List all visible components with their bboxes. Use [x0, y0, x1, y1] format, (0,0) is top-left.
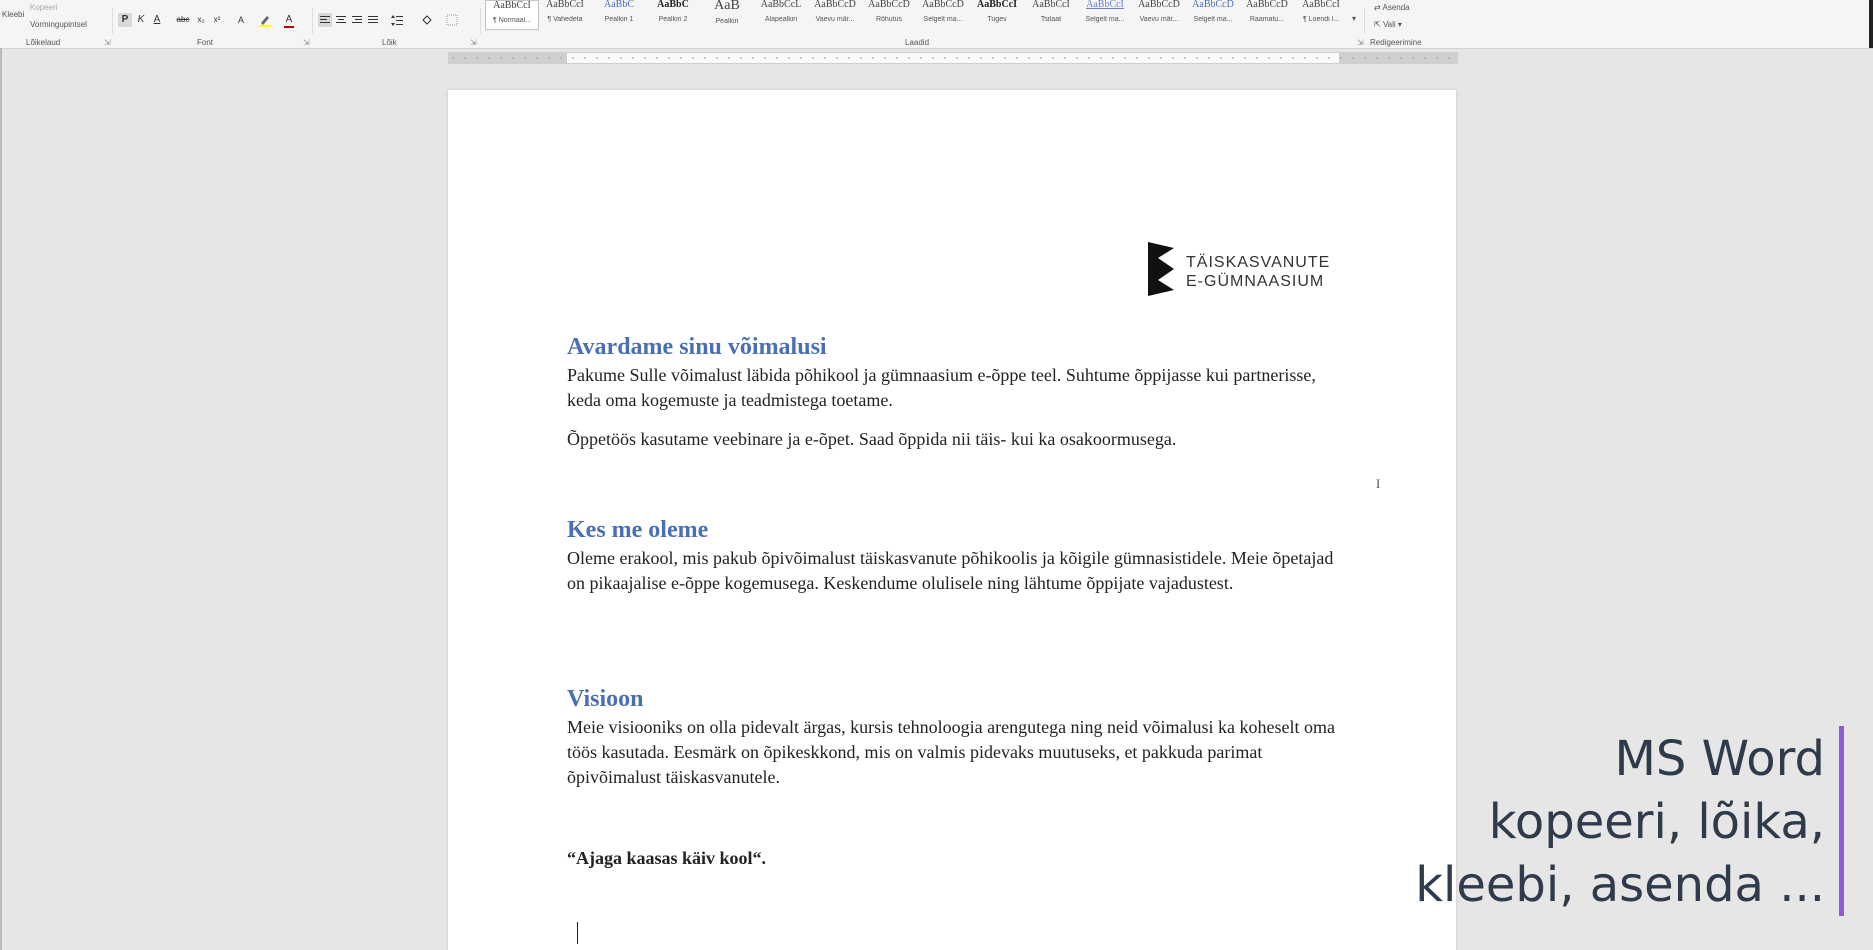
- style-gallery-item[interactable]: [1133, 0, 1185, 28]
- section-heading: Avardame sinu võimalusi: [567, 334, 827, 360]
- shading-button[interactable]: [420, 13, 434, 27]
- ruler-ticks: [449, 53, 1457, 63]
- style-sample: AaBbCcI: [1302, 0, 1340, 10]
- style-name: Vaevu mär...: [815, 16, 855, 23]
- style-gallery-item[interactable]: [593, 0, 645, 28]
- align-right-icon: [350, 13, 364, 27]
- style-sample: AaBbCcI: [1086, 0, 1124, 10]
- style-name: Vaevu mär...: [1139, 16, 1179, 23]
- style-sample: AaBbCcD: [1192, 0, 1234, 10]
- horizontal-ruler[interactable]: [448, 52, 1458, 64]
- style-sample: AaBbCcI: [546, 0, 584, 10]
- style-name: Alapealkiri: [764, 16, 798, 23]
- paragraph: Oleme erakool, mis pakub õpivõimalust täiskasvanute põhikoolis ja kõigile gümnasistidele. Meie õpetajad on pikaajalise e-õppe kogemusega. Keskendume olulisele ning lähtume õppijate vajadustest.: [567, 548, 1334, 593]
- style-sample: AaBbCcI: [976, 0, 1017, 10]
- font-color-indicator: [284, 26, 294, 28]
- select-button[interactable]: ⇱ Vali ▾: [1374, 20, 1402, 29]
- replace-icon: ⇄: [1374, 3, 1383, 12]
- style-sample: AaBbCcL: [760, 0, 802, 10]
- line-spacing-button[interactable]: [390, 13, 404, 27]
- italic-button[interactable]: K: [137, 14, 145, 25]
- caption-accent-bar: [1839, 726, 1844, 916]
- replace-label: Asenda: [1382, 3, 1410, 12]
- style-gallery-item[interactable]: [539, 0, 591, 28]
- style-gallery-item[interactable]: [701, 0, 753, 28]
- select-icon: ⇱: [1374, 20, 1383, 29]
- paste-button[interactable]: Kleebi: [2, 10, 25, 19]
- styles-gallery: [485, 0, 1359, 30]
- select-label: Vali: [1382, 20, 1396, 29]
- document-page[interactable]: [448, 90, 1456, 950]
- format-painter-button[interactable]: Vormingupintsel: [30, 20, 87, 29]
- style-gallery-item[interactable]: [755, 0, 807, 28]
- style-sample: AaBbC: [657, 0, 689, 10]
- highlight-color-button[interactable]: [258, 13, 272, 27]
- style-sample: AaBbCcD: [1138, 0, 1180, 10]
- school-logo: [1148, 242, 1348, 302]
- style-gallery-item[interactable]: [1187, 0, 1239, 28]
- style-name: Pealkiri 2: [658, 16, 688, 23]
- ibeam-cursor-icon: I: [1376, 476, 1381, 491]
- logo-line-1: TÄISKASVANUTE: [1186, 254, 1331, 271]
- style-gallery-item[interactable]: [917, 0, 969, 28]
- align-center-icon: [334, 13, 348, 27]
- styles-more-icon[interactable]: ▾: [1352, 14, 1357, 23]
- separator: [112, 8, 113, 34]
- caption-line-3: kleebi, asenda ...: [1415, 857, 1825, 913]
- style-name: Tugev: [987, 16, 1007, 23]
- section-1: [567, 334, 1337, 452]
- style-gallery-item[interactable]: [1295, 0, 1347, 28]
- ribbon: [0, 0, 1873, 49]
- style-gallery-item[interactable]: [1079, 0, 1131, 28]
- copy-button[interactable]: Kopeeri: [30, 3, 58, 12]
- window-edge: [1869, 0, 1873, 48]
- borders-button[interactable]: [445, 13, 459, 27]
- font-launcher-icon[interactable]: ⇲: [303, 38, 310, 47]
- justify-icon: [366, 13, 380, 27]
- style-name: Selgelt ma...: [923, 16, 963, 23]
- separator: [1364, 8, 1365, 34]
- style-name: Selgelt ma...: [1193, 16, 1233, 23]
- separator: [480, 8, 481, 34]
- video-caption: [1415, 728, 1825, 917]
- style-name: ¶ Normaal...: [493, 17, 531, 24]
- style-name: ¶ Vahedeta: [547, 16, 583, 23]
- style-name: Raamatu...: [1249, 16, 1285, 23]
- clipboard-group-label: Lõikelaud: [26, 38, 61, 47]
- styles-group-label: Laadid: [905, 38, 930, 47]
- section-heading: Kes me oleme: [567, 517, 709, 543]
- style-gallery-item[interactable]: [971, 0, 1023, 28]
- caption-line-2: kopeeri, lõika,: [1488, 794, 1825, 850]
- style-sample: AaBbCcD: [814, 0, 856, 10]
- style-sample: AaBbC: [604, 0, 634, 10]
- align-left-button[interactable]: [318, 13, 332, 27]
- style-gallery-item[interactable]: [863, 0, 915, 28]
- subscript-button[interactable]: x₂: [197, 15, 205, 24]
- style-sample: AaBbCcD: [868, 0, 910, 10]
- editing-group-label: Redigeerimine: [1370, 38, 1422, 47]
- paint-bucket-icon: [420, 13, 434, 27]
- style-name: Tsitaat: [1040, 16, 1062, 23]
- text-caret: [577, 922, 578, 944]
- caption-line-1: MS Word: [1614, 731, 1825, 787]
- style-gallery-item[interactable]: [1241, 0, 1293, 28]
- font-color-label: A: [285, 14, 293, 25]
- styles-launcher-icon[interactable]: ⇲: [1357, 38, 1364, 47]
- style-name: Selgelt ma...: [1085, 16, 1125, 23]
- style-name: Pealkiri 1: [604, 16, 634, 23]
- motto: [567, 846, 1337, 871]
- logo-line-2: E-GÜMNAASIUM: [1186, 273, 1325, 290]
- style-sample: AaBbCcD: [1246, 0, 1288, 10]
- paragraph: Pakume Sulle võimalust läbida põhikool ja gümnaasium e-õppe teel. Suhtume õppijasse kui partnerisse, keda oma kogemuste ja teadmistega toetame.: [567, 365, 1316, 410]
- style-gallery-item[interactable]: [485, 0, 539, 30]
- replace-button[interactable]: [1374, 3, 1410, 12]
- style-sample: AaBbCcI: [1032, 0, 1070, 10]
- style-sample: AaBbCcI: [493, 1, 531, 11]
- bold-button[interactable]: P: [118, 13, 132, 27]
- style-sample: AaB: [714, 0, 740, 12]
- highlighter-icon: [258, 13, 272, 27]
- align-left-icon: [318, 13, 332, 27]
- underline-button[interactable]: A: [153, 14, 161, 25]
- style-gallery-item[interactable]: [809, 0, 861, 28]
- section-2: [567, 517, 1337, 596]
- paragraph: Meie visiooniks on olla pidevalt ärgas, kursis tehnoloogia arengutega ning neid võimalusi ka koheselt oma töös kasutada. Eesmärk on õpikeskkond, mis on valmis pidevaks muutuseks, et pakkuda parimat õpivõimalust täiskasvanutele.: [567, 717, 1336, 787]
- motto-text: “Ajaga kaasas käiv kool“.: [567, 848, 767, 868]
- text-effects-icon[interactable]: A: [237, 15, 244, 25]
- style-sample: AaBbCcD: [922, 0, 964, 10]
- paragraph: Õppetöös kasutame veebinare ja e-õpet. Saad õppida nii täis- kui ka osakoormusega.: [567, 429, 1177, 449]
- style-name: ¶ Loendi l...: [1302, 16, 1340, 23]
- style-gallery-item[interactable]: [1025, 0, 1077, 28]
- align-center-button[interactable]: [334, 13, 348, 27]
- section-heading: Visioon: [567, 686, 644, 712]
- line-spacing-icon: [390, 13, 404, 27]
- superscript-button[interactable]: x²: [213, 15, 221, 24]
- section-3: [567, 686, 1337, 790]
- logo-mark-icon: [1148, 242, 1174, 296]
- style-name: Pealkiri: [715, 18, 739, 25]
- strikethrough-button[interactable]: abc: [176, 15, 190, 24]
- style-name: Rõhutus: [875, 16, 903, 23]
- justify-button[interactable]: [366, 13, 380, 27]
- separator: [312, 8, 313, 34]
- paragraph-launcher-icon[interactable]: ⇲: [470, 38, 477, 47]
- vertical-ruler: [0, 48, 2, 950]
- style-gallery-item[interactable]: [647, 0, 699, 28]
- font-group-label: Font: [197, 38, 214, 47]
- paragraph-group-label: Lõik: [382, 38, 397, 47]
- align-right-button[interactable]: [350, 13, 364, 27]
- borders-icon: [445, 13, 459, 27]
- font-color-button[interactable]: [282, 13, 296, 27]
- clipboard-launcher-icon[interactable]: ⇲: [104, 38, 111, 47]
